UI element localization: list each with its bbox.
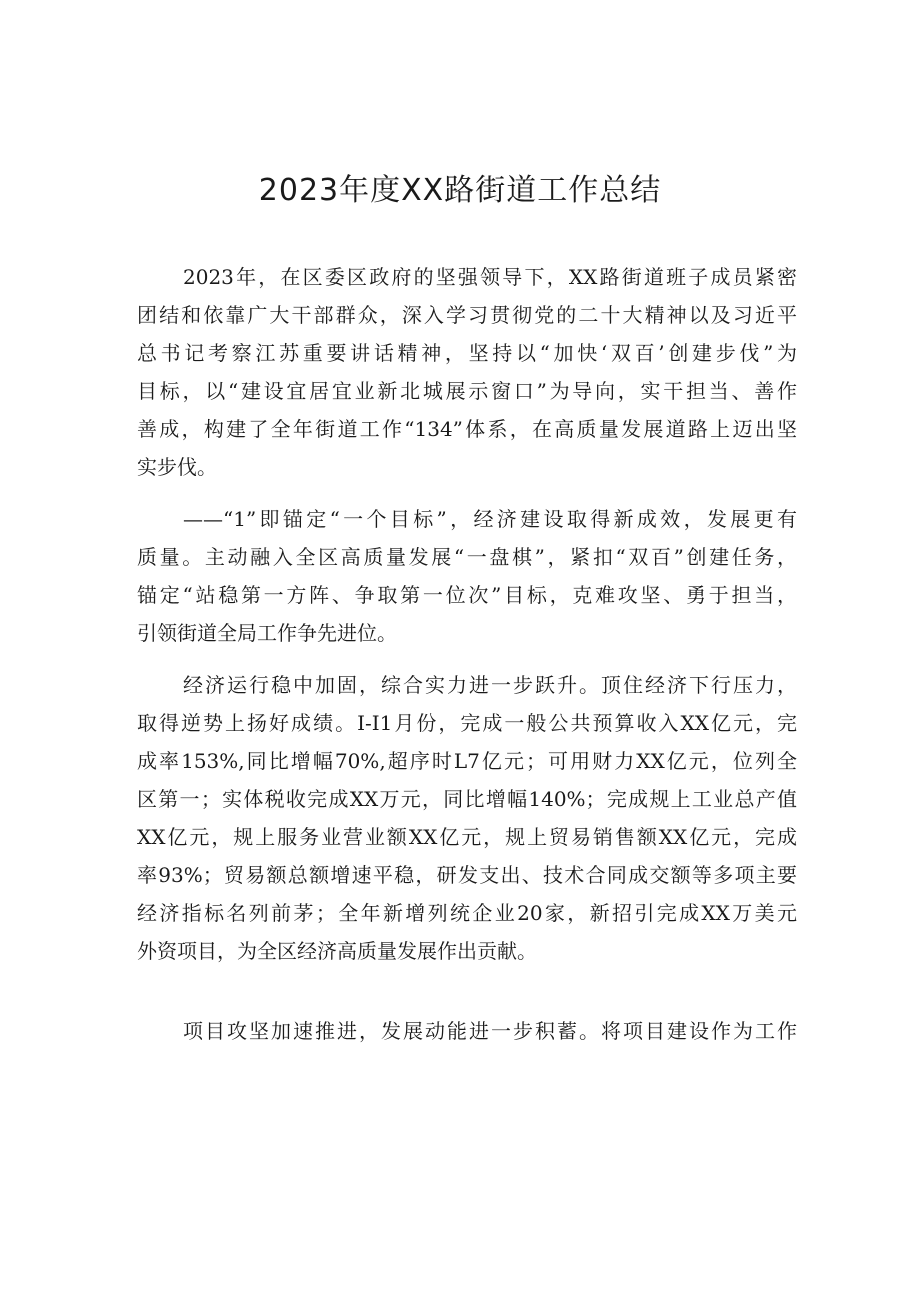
paragraph-line: 取得逆势上扬好成绩。I-I1月份，完成一般公共预算收入XX亿元，完 xyxy=(137,711,797,735)
paragraph-line: 引领街道全局工作争先进位。 xyxy=(137,621,397,645)
paragraph-line: XX亿元，规上服务业营业额XX亿元，规上贸易销售额XX亿元，完成 xyxy=(137,825,797,849)
paragraph-line: 实步伐。 xyxy=(137,455,217,479)
paragraph-line: 项目攻坚加速推进，发展动能进一步积蓄。将项目建设作为工作 xyxy=(183,1019,797,1043)
document-title: 2023年度XX路街道工作总结 xyxy=(258,173,662,208)
paragraph-line: 经济运行稳中加固，综合实力进一步跃升。顶住经济下行压力， xyxy=(183,673,797,697)
paragraph-line: 率93%；贸易额总额增速平稳，研发支出、技术合同成交额等多项主要 xyxy=(137,863,797,887)
paragraph-line: 质量。主动融入全区高质量发展“一盘棋”，紧扣“双百”创建任务， xyxy=(137,545,797,569)
paragraph-line: 团结和依靠广大干部群众，深入学习贯彻党的二十大精神以及习近平 xyxy=(137,303,797,327)
paragraph-line: 外资项目，为全区经济高质量发展作出贡献。 xyxy=(137,939,537,963)
paragraph-line: ——“1”即锚定“一个目标”，经济建设取得新成效，发展更有 xyxy=(183,507,797,531)
paragraph-line: 目标，以“建设宜居宜业新北城展示窗口”为导向，实干担当、善作 xyxy=(137,379,797,403)
paragraph-line: 总书记考察江苏重要讲话精神，坚持以“加快‘双百’创建步伐”为 xyxy=(137,341,797,365)
paragraph-line: 2023年，在区委区政府的坚强领导下，XX路街道班子成员紧密 xyxy=(183,265,797,289)
paragraph-line: 区第一；实体税收完成XX万元，同比增幅140%；完成规上工业总产值 xyxy=(137,787,797,811)
paragraph-line: 成率153%,同比增幅70%,超序时L7亿元；可用财力XX亿元，位列全 xyxy=(137,749,797,773)
paragraph-line: 善成，构建了全年街道工作“134”体系，在高质量发展道路上迈出坚 xyxy=(137,417,797,441)
paragraph-line: 经济指标名列前茅；全年新增列统企业20家，新招引完成XX万美元 xyxy=(137,901,797,925)
paragraph-line: 锚定“站稳第一方阵、争取第一位次”目标，克难攻坚、勇于担当， xyxy=(137,583,797,607)
